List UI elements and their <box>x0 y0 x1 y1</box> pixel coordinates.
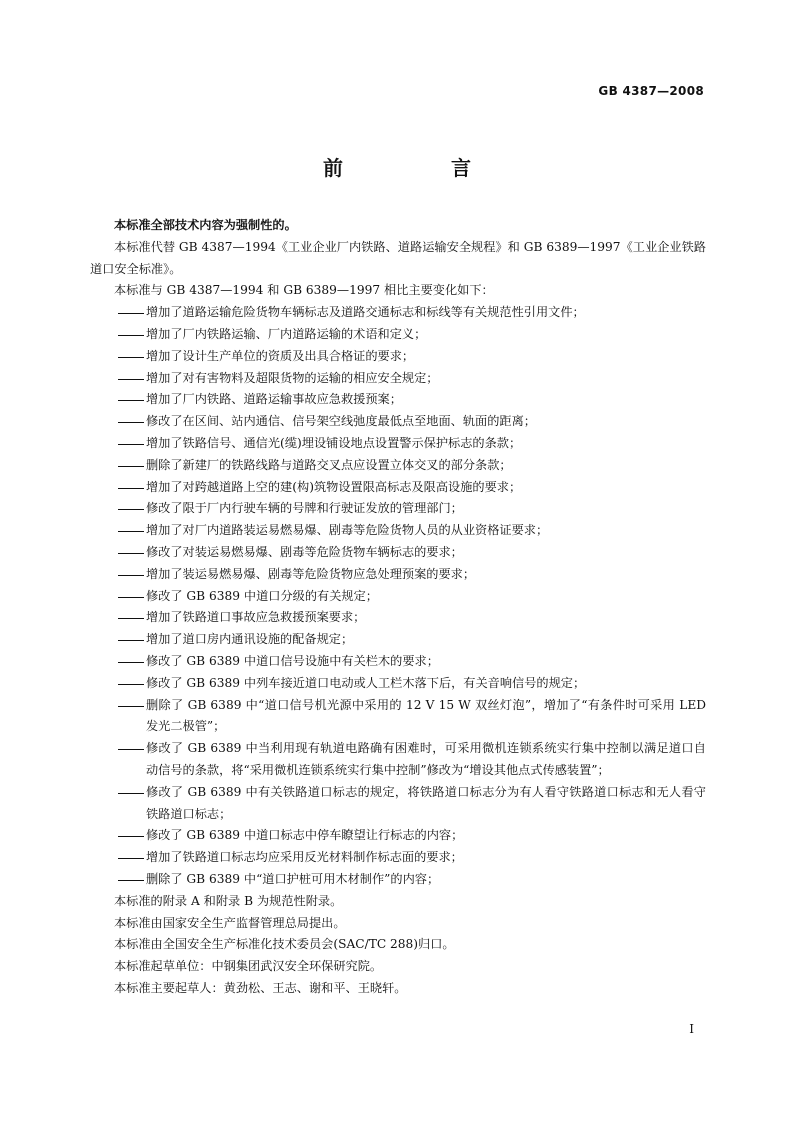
page-number: I <box>689 1022 694 1036</box>
list-item-text: 修改了 GB 6389 中道口分级的有关规定； <box>146 588 378 603</box>
list-item <box>90 368 706 390</box>
list-item <box>90 498 706 520</box>
list-item <box>90 738 706 782</box>
list-item-text: 增加了设计生产单位的资质及出具合格证的要求； <box>146 348 415 363</box>
list-item <box>90 607 706 629</box>
list-item-text: 增加了对跨越道路上空的建(构)筑物设置限高标志及限高设施的要求； <box>146 479 522 494</box>
list-item <box>90 586 706 608</box>
list-item-text: 修改了 GB 6389 中列车接近道口电动或人工栏木落下后，有关音响信号的规定； <box>146 675 586 690</box>
list-item-text: 增加了铁路道口标志均应采用反光材料制作标志面的要求； <box>146 850 463 865</box>
paragraph-changes-intro: 本标准与 GB 4387—1994 和 GB 6389—1997 相比主要变化如下： <box>114 283 494 298</box>
list-item-text: 增加了铁路信号、通信光(缆)埋设铺设地点设置警示保护标志的条款； <box>146 435 522 450</box>
paragraph-drafting-unit: 本标准起草单位：中钢集团武汉安全环保研究院。 <box>114 959 383 974</box>
list-item <box>90 629 706 651</box>
list-item <box>90 651 706 673</box>
paragraph-proposed-by: 本标准由国家安全生产监督管理总局提出。 <box>114 915 346 930</box>
list-item <box>90 782 706 826</box>
paragraph-drafters: 本标准主要起草人：黄劲松、王志、谢和平、王晓轩。 <box>114 980 407 995</box>
list-item-text: 增加了道口房内通讯设施的配备规定； <box>146 632 354 647</box>
list-item <box>90 346 706 368</box>
page-title: 前 言 <box>323 156 515 180</box>
paragraph-mandatory: 本标准全部技术内容为强制性的。 <box>114 218 297 232</box>
list-item-text: 修改了在区间、站内通信、信号架空线弛度最低点至地面、轨面的距离； <box>146 414 536 429</box>
list-item-text: 修改了 GB 6389 中有关铁路道口标志的规定，将铁路道口标志分为有人看守铁路道口标志和无人看守铁路道口标志； <box>146 784 706 821</box>
paragraph-centralized-by: 本标准由全国安全生产标准化技术委员会(SAC/TC 288)归口。 <box>114 937 455 952</box>
list-item-text: 修改了 GB 6389 中道口标志中停车瞭望让行标志的内容； <box>146 828 464 843</box>
list-item-text: 增加了铁路道口事故应急救援预案要求； <box>146 610 366 625</box>
list-item-text: 增加了道路运输危险货物车辆标志及道路交通标志和标线等有关规范性引用文件； <box>146 305 585 320</box>
list-item <box>90 477 706 499</box>
list-item <box>90 324 706 346</box>
list-item <box>90 869 706 891</box>
list-item <box>90 673 706 695</box>
list-item <box>90 433 706 455</box>
list-item <box>90 389 706 411</box>
paragraph-annex: 本标准的附录 A 和附录 B 为规范性附录。 <box>114 893 343 908</box>
list-item-text: 增加了装运易燃易爆、剧毒等危险货物应急处理预案的要求； <box>146 566 476 581</box>
list-item-text: 增加了对厂内道路装运易燃易爆、剧毒等危险货物人员的从业资格证要求； <box>146 523 549 538</box>
list-item-text: 增加了厂内铁路、道路运输事故应急救援预案； <box>146 392 402 407</box>
list-item-text: 增加了厂内铁路运输、厂内道路运输的术语和定义； <box>146 326 427 341</box>
list-item-text: 删除了新建厂的铁路线路与道路交叉点应设置立体交叉的部分条款； <box>146 457 512 472</box>
standard-number: GB 4387—2008 <box>598 84 704 98</box>
list-item-text: 修改了对装运易燃易爆、剧毒等危险货物车辆标志的要求； <box>146 544 463 559</box>
list-item <box>90 302 706 324</box>
list-item <box>90 411 706 433</box>
list-item-text: 删除了 GB 6389 中“道口护桩可用木材制作”的内容； <box>146 871 440 886</box>
paragraph-replaces: 本标准代替 GB 4387—1994《工业企业厂内铁路、道路运输安全规程》和 GB 6389—1997《工业企业铁路道口安全标准》。 <box>90 239 706 276</box>
list-item <box>90 695 706 739</box>
list-item-text: 修改了 GB 6389 中道口信号设施中有关栏木的要求； <box>146 653 439 668</box>
list-item <box>90 825 706 847</box>
list-item-text: 删除了 GB 6389 中“道口信号机光源中采用的 12 V 15 W 双丝灯泡”，增加了“有条件时可采用 LED 发光二极管”； <box>146 697 706 734</box>
list-item <box>90 564 706 586</box>
foreword-body <box>90 215 706 1000</box>
list-item <box>90 847 706 869</box>
list-item <box>90 520 706 542</box>
list-item-text: 修改了限于厂内行驶车辆的号牌和行驶证发放的管理部门； <box>146 501 463 516</box>
list-item <box>90 455 706 477</box>
changes-list <box>90 302 706 891</box>
list-item <box>90 542 706 564</box>
list-item-text: 增加了对有害物料及超限货物的运输的相应安全规定； <box>146 370 439 385</box>
list-item-text: 修改了 GB 6389 中当利用现有轨道电路确有困难时，可采用微机连锁系统实行集中控制以满足道口自动信号的条款，将“采用微机连锁系统实行集中控制”修改为“增设其他点式传感装置”； <box>146 741 706 777</box>
